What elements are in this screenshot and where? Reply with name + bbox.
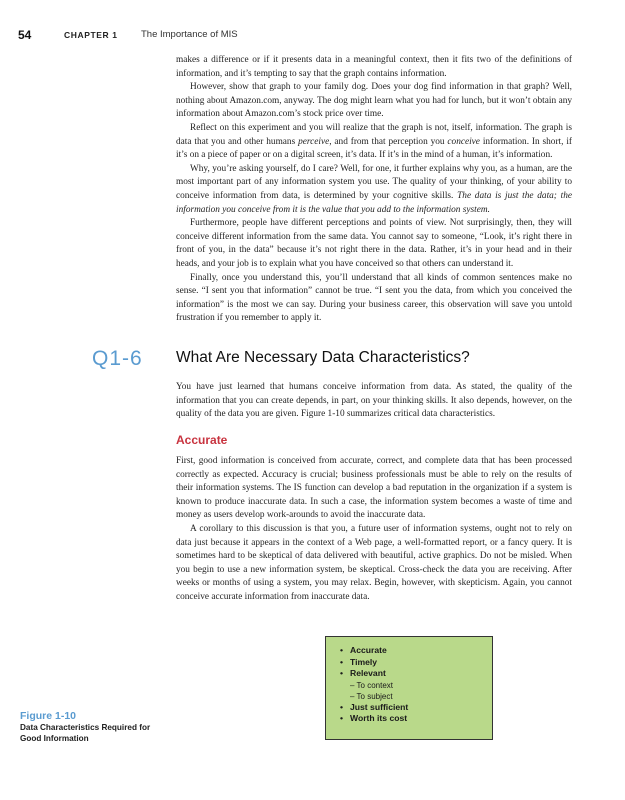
list-subitem: – To context [350, 680, 393, 690]
chapter-label: CHAPTER 1 [64, 30, 118, 40]
list-subitem: – To subject [350, 691, 393, 701]
paragraph: makes a difference or if it presents data in a meaningful context, then it fits two of the definitions of information, and it’s tempting to say that the graph contains information. [176, 55, 572, 79]
list-item-label: Timely [350, 656, 378, 667]
figure-description: Data Characteristics Required for Good Information [20, 723, 151, 743]
running-head [18, 28, 608, 44]
list-item [340, 713, 492, 725]
figure-box [325, 636, 493, 740]
figure-caption [20, 709, 170, 744]
section-heading [92, 347, 572, 373]
subheading-accurate: Accurate [176, 433, 228, 447]
page-number: 54 [18, 28, 32, 42]
accurate-text-block [176, 455, 572, 605]
characteristics-list [326, 637, 492, 725]
italic-sentence: The data is just the data; the information you conceive from it is the value that you add to the information system. [176, 190, 573, 215]
bullet-icon: • [340, 713, 344, 724]
bullet-icon: • [340, 701, 344, 712]
top-text-block [176, 54, 572, 326]
paragraph: First, good information is conceived from accurate, correct, and complete data that has been processed correctly as expected. Accuracy is crucial; business professionals must be able to rely on the results of their information systems. The IS function can develop a bad reputation in the organization if a system is known to produce inaccurate data. In such a case, the information system becomes a waste of time and money as users develop work-arounds to avoid the inaccurate data. [176, 456, 572, 521]
paragraph-text [176, 123, 572, 160]
bullet-icon: • [340, 645, 344, 655]
paragraph [176, 122, 572, 163]
text-run: , and from that perception you [329, 136, 448, 147]
list-item-label: Worth its cost [350, 713, 408, 724]
figure-label: Figure 1-10 [20, 710, 77, 722]
text-run: information. In short, if it’s on a piece of paper or on a digital screen, it’s data. If it’s in the mind of a human, it’s information. [176, 136, 572, 161]
section-intro [176, 381, 572, 422]
italic-word: perceive [298, 136, 330, 147]
paragraph: You have just learned that humans conceive information from data. As stated, the quality of the information that you can create depends, in part, on your thinking skills. It also depends, however, on the quality of the data you are given. Figure 1-10 summarizes critical data characteristics. [176, 382, 572, 420]
list-item [340, 657, 492, 669]
italic-word: conceive [447, 136, 480, 147]
list-item-label: Accurate [350, 645, 387, 655]
text-run: Reflect on this experiment and you will realize that the graph is not, itself, information. The graph is data that you and other humans [176, 122, 572, 147]
chapter-title: The Importance of MIS [141, 29, 238, 40]
section-number: Q1-6 [92, 347, 143, 370]
list-item [340, 645, 492, 657]
paragraph: A corollary to this discussion is that you, a future user of information systems, ought not to rely on data just because it appears in the context of a Web page, a well-formatted report, or a fancy query. It is sometimes hard to be skeptical of data delivered with beautiful, active graphics. Do not be misled. When you begin to use a new information system, be skeptical. Cross-check the data you are receiving. After weeks or months of using a system, you may relax. Begin, however, with skepticism. Again, you cannot conceive accurate information from inaccurate data. [176, 523, 572, 602]
bullet-icon: • [340, 668, 344, 679]
list-item-label: Relevant [350, 668, 386, 679]
paragraph: However, show that graph to your family dog. Does your dog find information in that graph? Well, nothing about Amazon.com, anyway. The dog might learn what you had for lunch, but it won’t obtain any information about Amazon.com’s stock price over time. [176, 82, 572, 120]
list-item [340, 702, 492, 714]
paragraph: Finally, once you understand this, you’ll understand that all kinds of common sentences make no sense. “I sent you that information” cannot be true. “I sent you the data, from which you conceived the information” is the most we can say. During your business career, this observation will save you untold frustration if you remember to apply it. [176, 272, 572, 324]
section-title: What Are Necessary Data Characteristics? [176, 349, 470, 366]
list-item [340, 668, 492, 680]
bullet-icon: • [340, 656, 344, 667]
paragraph: Furthermore, people have different perceptions and points of view. Not surprisingly, then, they will conceive different information from the same data. You cannot say to someone, “Look, it’s right there in front of you, in the data” because it’s not right there in the data. Rather, it’s in your head and in their heads, and your job is to explain what you have conceived so that others can understand it. [176, 218, 572, 269]
paragraph [176, 163, 572, 217]
list-item-label: Just sufficient [350, 701, 409, 712]
paragraph-text: Why, you’re asking yourself, do I care? Well, for one, it further explains why you, as a human, are the most important part of any information system you use. The quality of your thinking, of your ability to conceive information from data, is determined by your cognitive skills. [176, 163, 572, 201]
